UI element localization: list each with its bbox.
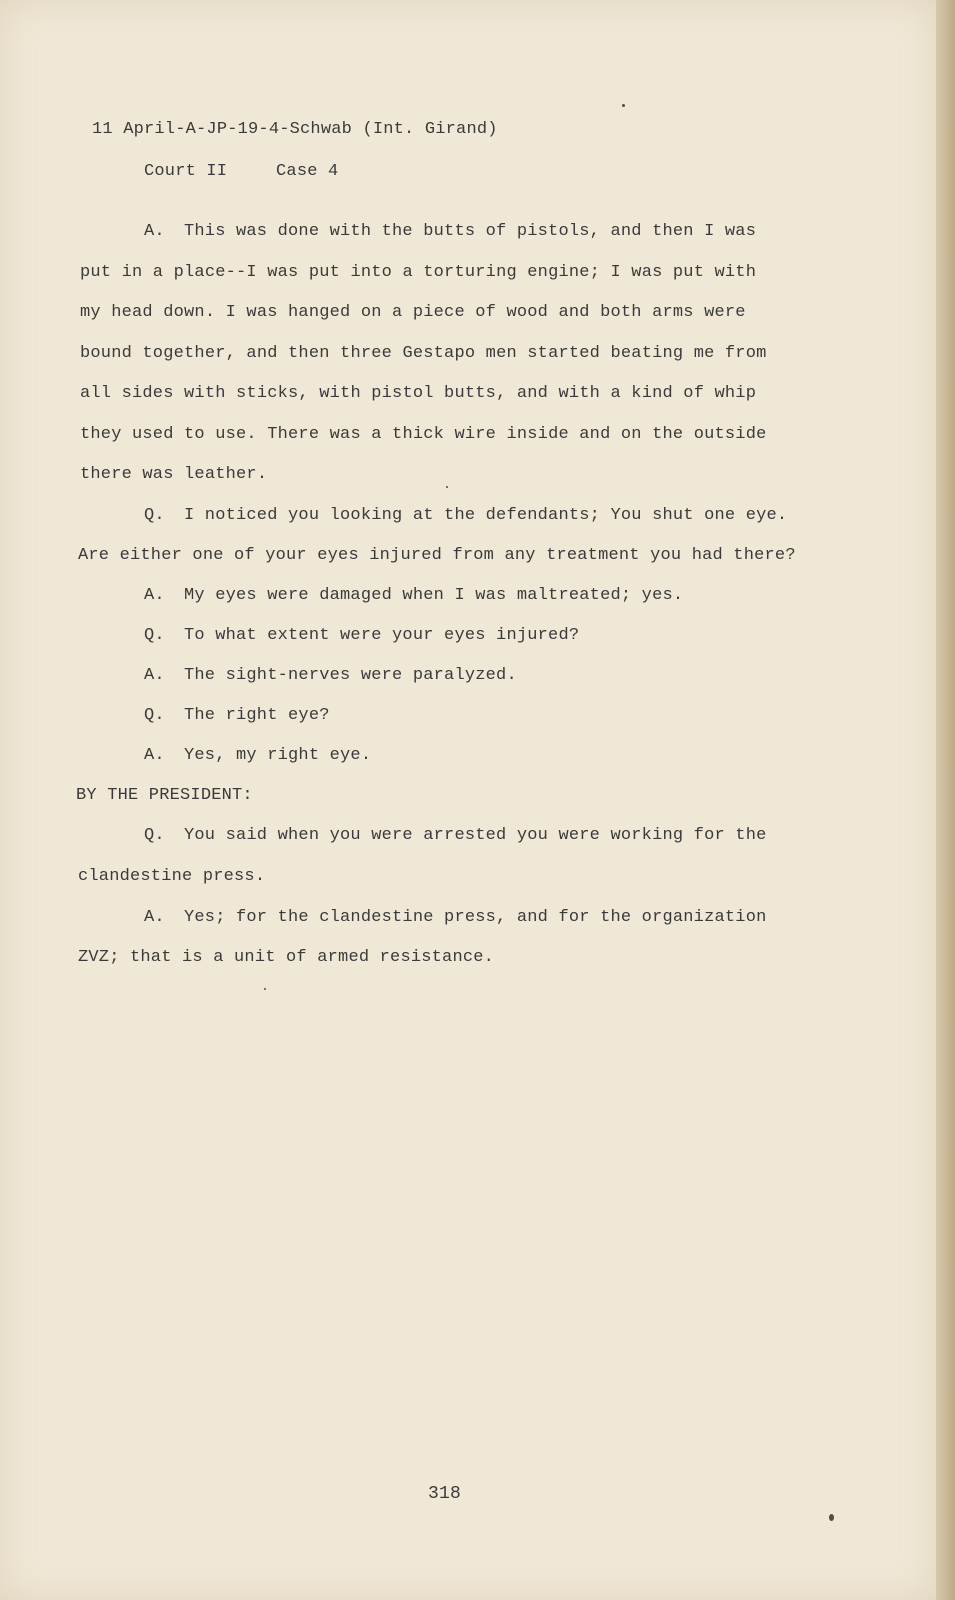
testimony-line [78,546,796,566]
paper-speck [829,1514,834,1521]
testimony-line [80,465,267,485]
testimony-line [78,948,494,968]
testimony-line [144,222,756,242]
line-text: clandestine press. [78,867,266,886]
paper-speck [622,104,625,107]
line-text: To what extent were your eyes injured? [184,626,580,645]
line-text: they used to use. There was a thick wire inside and on the outside [80,425,767,444]
line-text: there was leather. [80,465,268,484]
testimony-line [80,344,767,364]
speaker-label: A. [144,746,165,765]
line-text: The right eye? [184,706,330,725]
testimony-line [144,626,579,646]
speaker-label: Q. [144,706,165,725]
testimony-line [144,908,767,928]
testimony-line [78,867,265,887]
page-edge [936,0,955,1600]
speaker-label: Q. [144,626,165,645]
line-text: bound together, and then three Gestapo men started beating me from [80,344,767,363]
line-text: This was done with the butts of pistols, and then I was [184,222,757,241]
testimony-line [144,666,517,686]
line-text: Are either one of your eyes injured from any treatment you had there? [78,546,796,565]
testimony-line [144,706,330,726]
line-text: BY THE PRESIDENT: [76,786,253,805]
speaker-label: A. [144,586,165,605]
testimony-line [144,826,767,846]
speaker-label: A. [144,666,165,685]
court-case-line [144,162,338,182]
line-text: my head down. I was hanged on a piece of wood and both arms were [80,303,746,322]
document-header: 11 April-A-JP-19-4-Schwab (Int. Girand) [92,120,498,139]
line-text: Yes; for the clandestine press, and for the organization [184,908,767,927]
testimony-line [144,506,787,526]
paper-speck [446,486,448,488]
page-number: 318 [428,1484,462,1504]
speaker-label: A. [144,908,165,927]
testimony-line [144,586,683,606]
line-text: You said when you were arrested you were working for the [184,826,767,845]
speaker-label: A. [144,222,165,241]
paper-speck [264,988,266,990]
line-text: My eyes were damaged when I was maltreated; yes. [184,586,684,605]
line-text: all sides with sticks, with pistol butts, and with a kind of whip [80,384,757,403]
testimony-line [80,384,756,404]
testimony-line [80,425,767,445]
line-text: ZVZ; that is a unit of armed resistance. [78,948,495,967]
line-text: The sight-nerves were paralyzed. [184,666,517,685]
line-text: I noticed you looking at the defendants; You shut one eye. [184,506,788,525]
line-text: put in a place--I was put into a torturing engine; I was put with [80,263,757,282]
section-heading [76,786,253,806]
court-label: Court II [144,162,228,181]
speaker-label: Q. [144,826,165,845]
testimony-line [80,303,746,323]
case-label: Case 4 [276,162,339,181]
speaker-label: Q. [144,506,165,525]
line-text: Yes, my right eye. [184,746,372,765]
testimony-line [80,263,756,283]
testimony-line [144,746,371,766]
